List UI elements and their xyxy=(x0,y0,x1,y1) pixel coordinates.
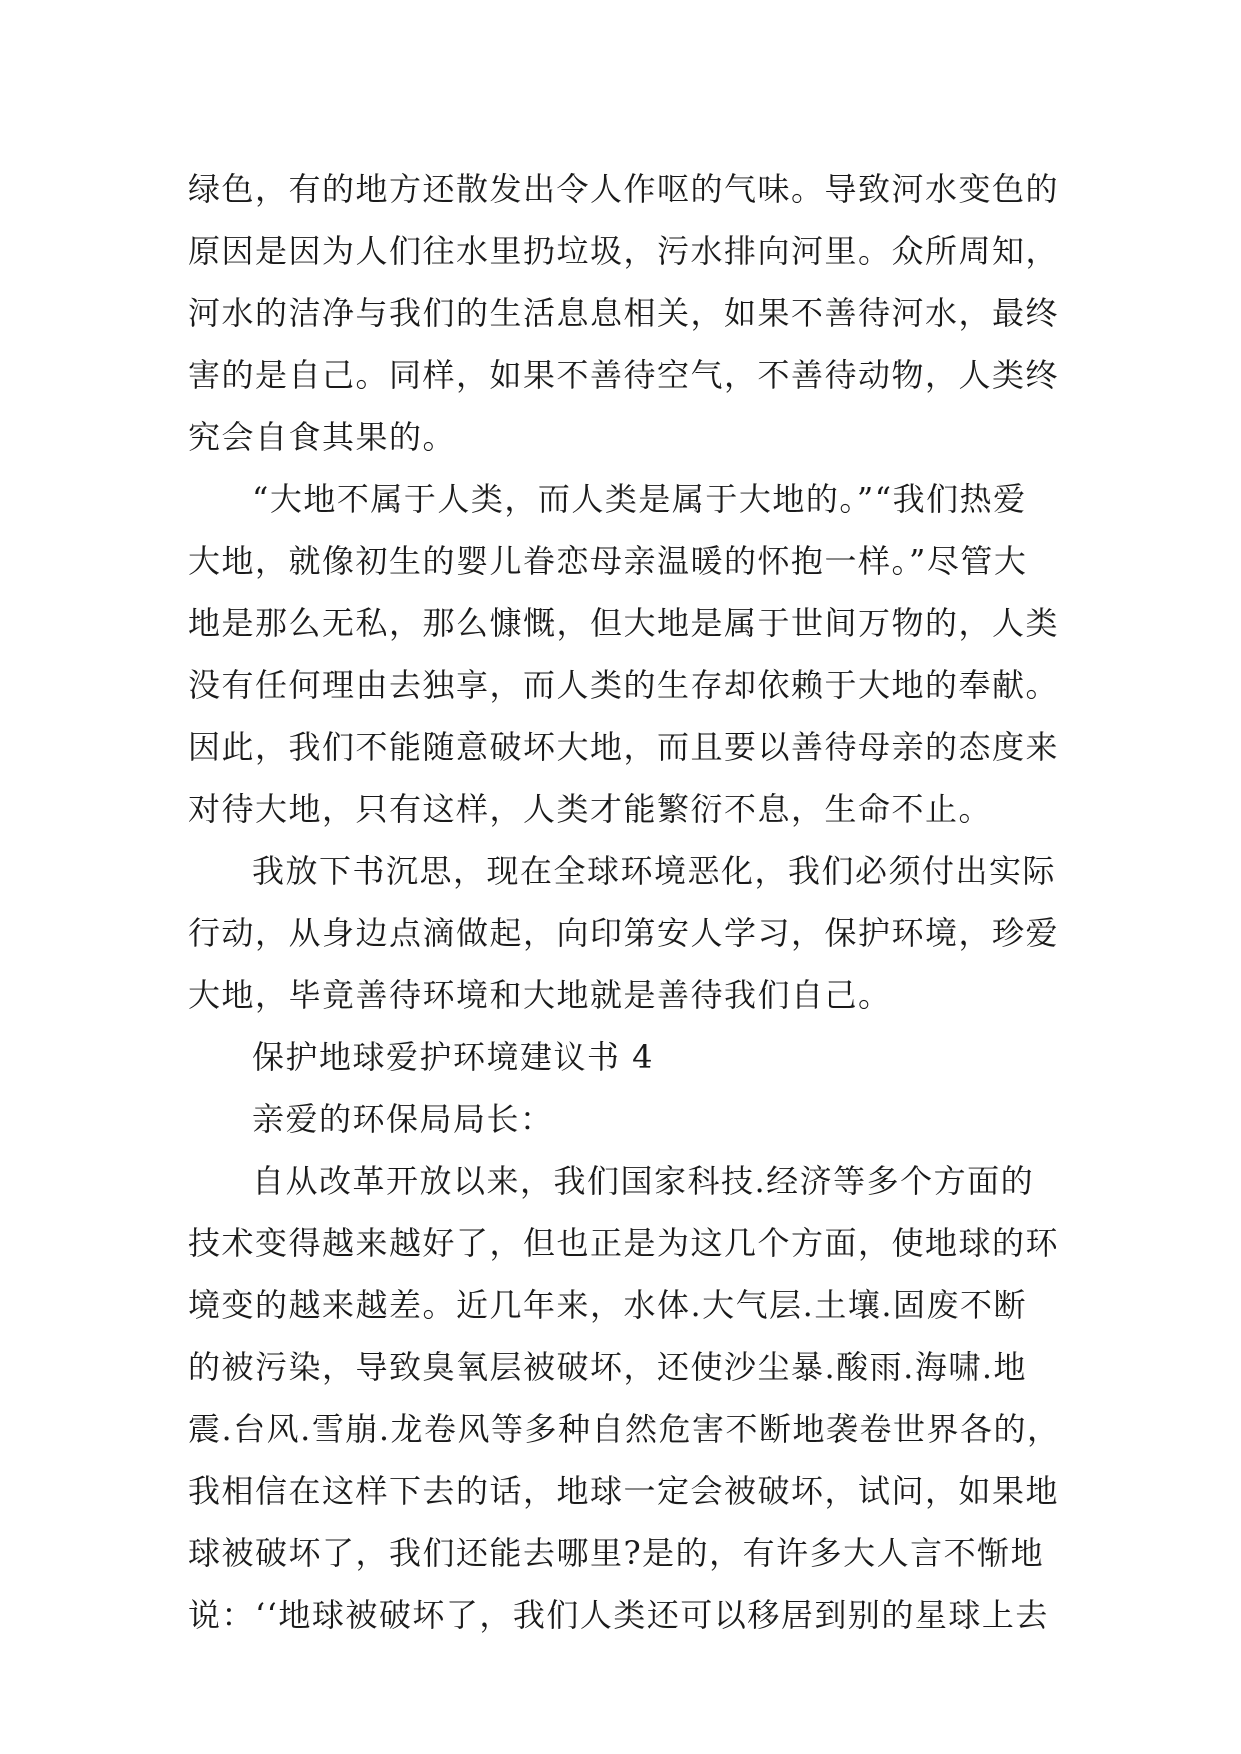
text-line: 绿色，有的地方还散发出令人作呕的气味。导致河水变色的 xyxy=(188,170,1060,208)
paragraph-first-line: 我放下书沉思，现在全球环境恶化，我们必须付出实际 xyxy=(252,852,1057,890)
text-line: 对待大地，只有这样，人类才能繁衍不息，生命不止。 xyxy=(188,790,993,828)
text-line: 技术变得越来越好了，但也正是为这几个方面，使地球的环 xyxy=(188,1224,1060,1262)
text-line: 球被破坏了，我们还能去哪里?是的，有许多大人言不惭地 xyxy=(188,1534,1045,1572)
text-line: 地是那么无私，那么慷慨，但大地是属于世间万物的，人类 xyxy=(188,604,1060,642)
text-line: 的被污染，导致臭氧层被破坏，还使沙尘暴.酸雨.海啸.地 xyxy=(188,1348,1028,1386)
text-line: 震.台风.雪崩.龙卷风等多种自然危害不断地袭卷世界各的， xyxy=(188,1410,1061,1448)
salutation: 亲爱的环保局局长： xyxy=(252,1100,554,1138)
text-line: 河水的洁净与我们的生活息息相关，如果不善待河水，最终 xyxy=(188,294,1060,332)
paragraph-first-line: 自从改革开放以来，我们国家科技.经济等多个方面的 xyxy=(252,1162,1035,1200)
text-line: 大地，毕竟善待环境和大地就是善待我们自己。 xyxy=(188,976,892,1014)
document-body xyxy=(188,158,1061,1646)
text-line: 因此，我们不能随意破坏大地，而且要以善待母亲的态度来 xyxy=(188,728,1060,766)
paragraph-first-line: “大地不属于人类，而人类是属于大地的。”“我们热爱 xyxy=(252,480,1027,518)
text-line: 境变的越来越差。近几年来，水体.大气层.土壤.固废不断 xyxy=(188,1286,1028,1324)
text-line: 原因是因为人们往水里扔垃圾，污水排向河里。众所周知， xyxy=(188,232,1060,270)
text-line: 没有任何理由去独享，而人类的生存却依赖于大地的奉献。 xyxy=(188,666,1060,704)
text-line: 说：‘‘地球被破坏了，我们人类还可以移居到别的星球上去 xyxy=(188,1596,1049,1634)
text-line: 害的是自己。同样，如果不善待空气，不善待动物，人类终 xyxy=(188,356,1060,394)
text-line: 行动，从身边点滴做起，向印第安人学习，保护环境，珍爱 xyxy=(188,914,1060,952)
text-line: 究会自食其果的。 xyxy=(188,418,457,456)
text-line: 我相信在这样下去的话，地球一定会被破坏，试问，如果地 xyxy=(188,1472,1060,1510)
text-line: 大地，就像初生的婴儿眷恋母亲温暖的怀抱一样。”尽管大 xyxy=(188,542,1028,580)
section-heading: 保护地球爱护环境建议书 4 xyxy=(252,1038,655,1076)
